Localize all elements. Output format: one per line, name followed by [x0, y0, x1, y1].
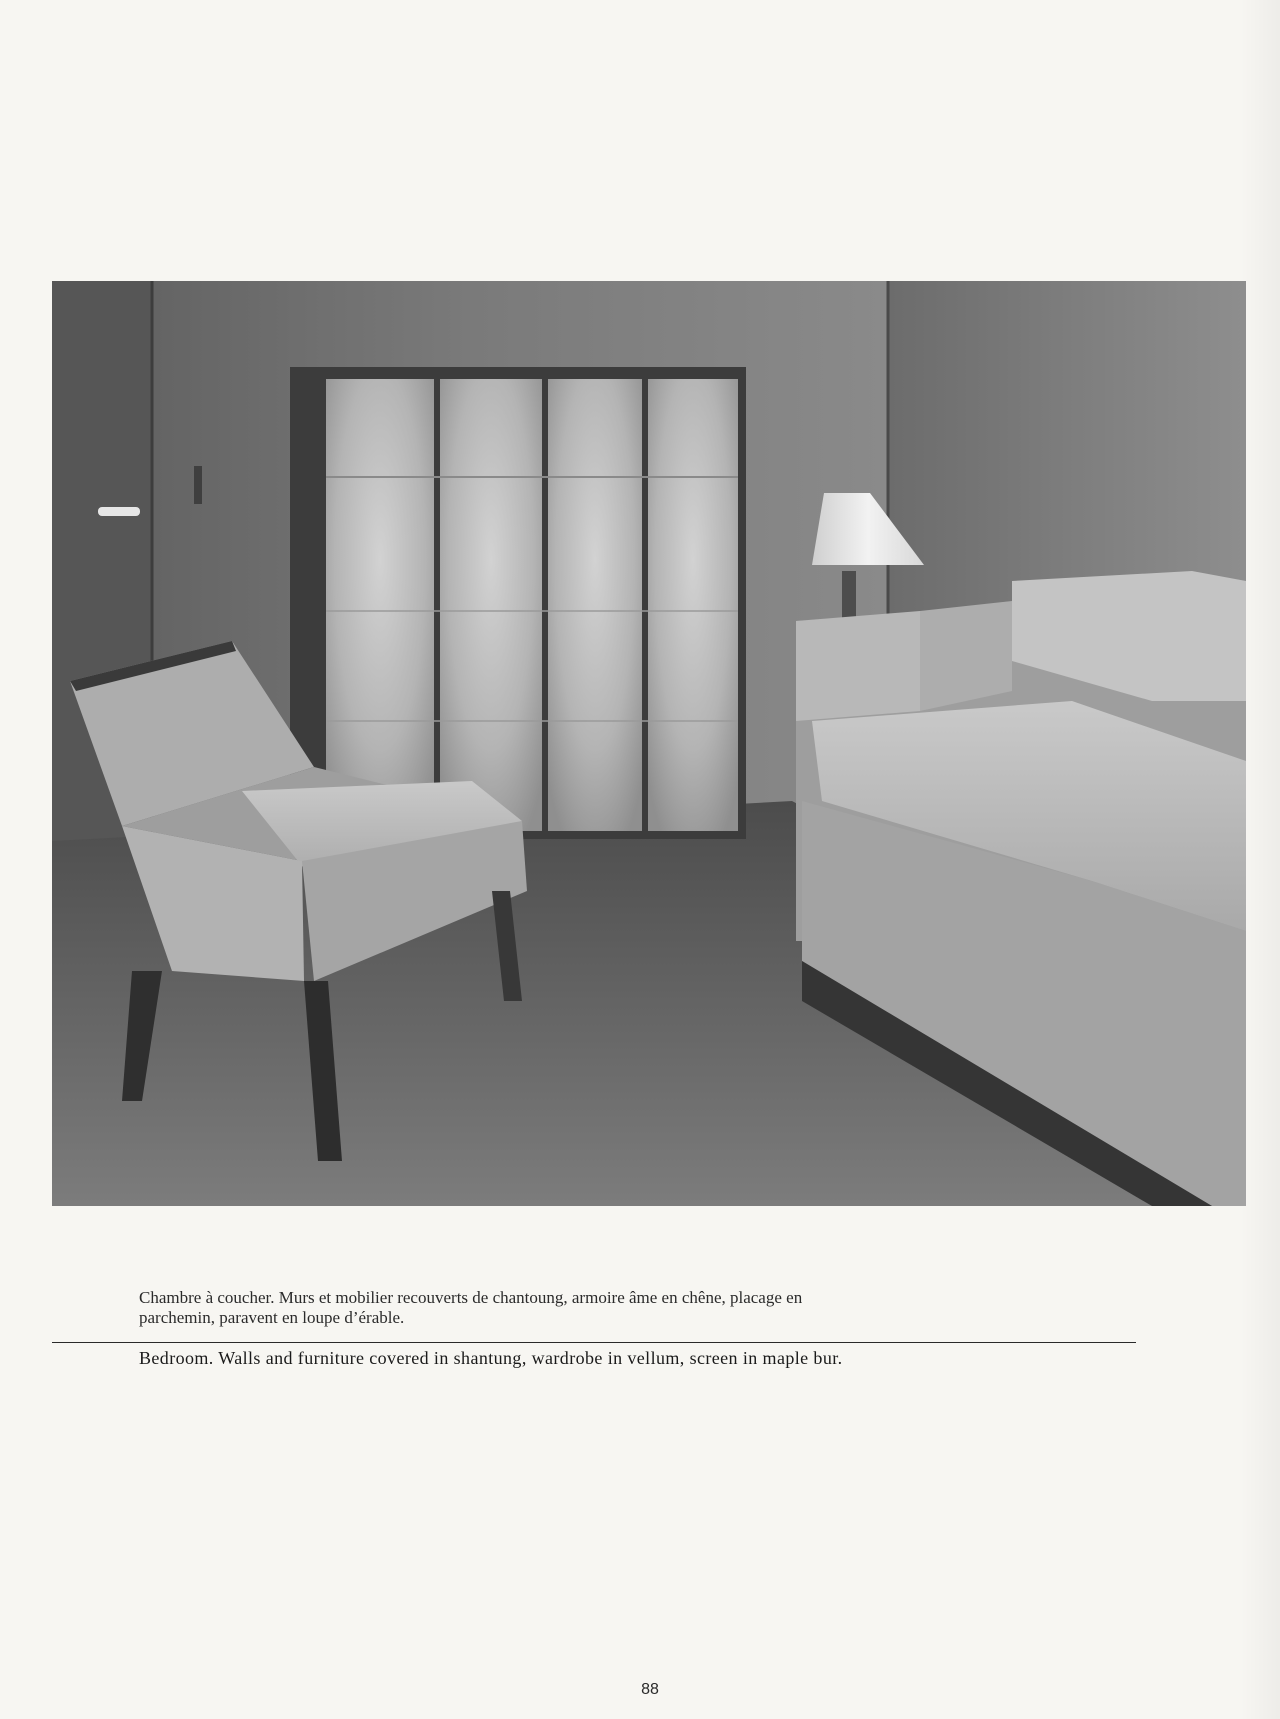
caption-divider [52, 1342, 1136, 1343]
bedroom-photograph [52, 281, 1246, 1206]
caption-english: Bedroom. Walls and furniture covered in shantung, wardrobe in vellum, screen in maple bur. [139, 1348, 843, 1368]
page-number: 88 [641, 1681, 659, 1698]
page-edge-shadow [1240, 0, 1280, 1719]
bedroom-photograph-drawing [52, 281, 1246, 1206]
caption-french: Chambre à coucher. Murs et mobilier recouverts de chantoung, armoire âme en chêne, placage en parchemin, paravent en loupe d’érable. [139, 1288, 803, 1327]
